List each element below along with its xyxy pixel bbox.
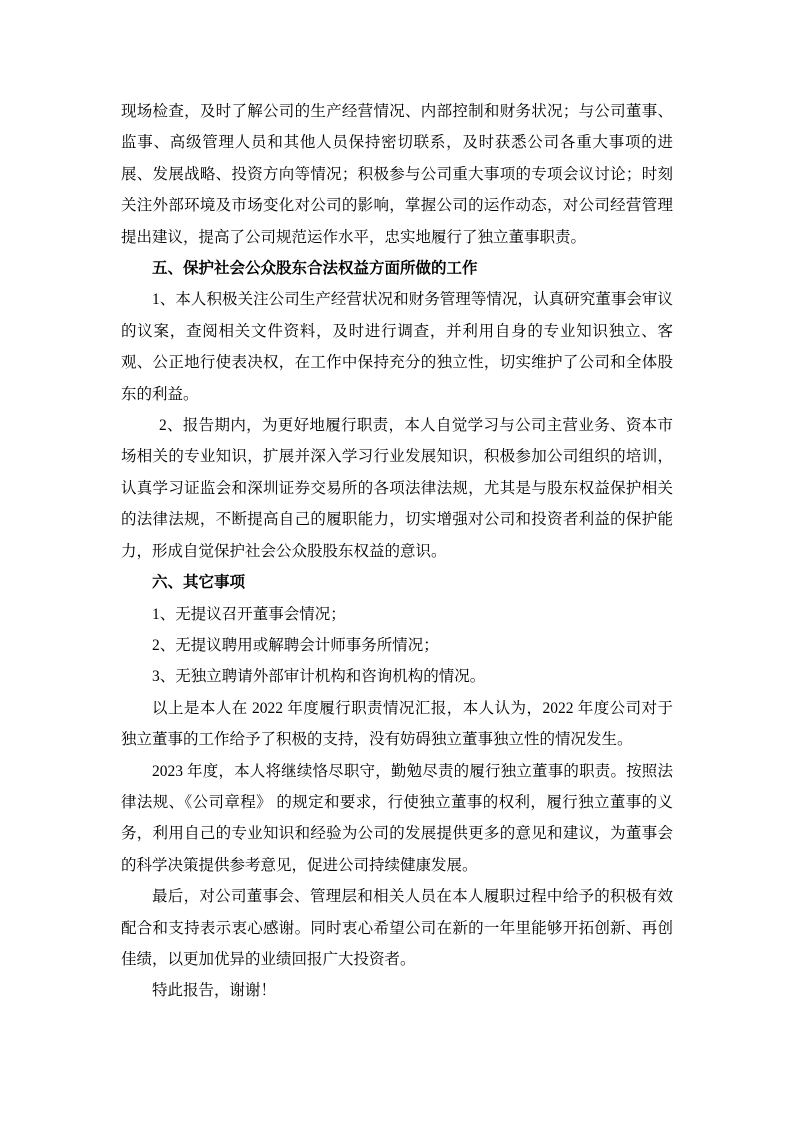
paragraph-outlook-2023: 2023 年度，本人将继续恪尽职守，勤勉尽责的履行独立董事的职责。按照法律法规、《公司章程》 的规定和要求，行使独立董事的权利，履行独立董事的义务，利用自己的专业知识和经验为公司的发展提供更多的意见和建议，为董事会的科学决策提供参考意见，促进公司持续健康发展。	[121, 762, 673, 874]
paragraph-summary-2022: 以上是本人在 2022 年度履行职责情况汇报，本人认为，2022 年度公司对于独立董事的工作给予了积极的支持，没有妨碍独立董事独立性的情况发生。	[121, 699, 673, 749]
paragraph-thanks: 最后，对公司董事会、管理层和相关人员在本人履职过程中给予的积极有效配合和支持表示衷心感谢。同时衷心希望公司在新的一年里能够开拓创新、再创佳绩，以更加优异的业绩回报广大投资者。	[121, 888, 673, 968]
list-item-6-3: 3、无独立聘请外部审计机构和咨询机构的情况。	[152, 668, 486, 686]
paragraph-5-1: 1、本人积极关注公司生产经营状况和财务管理等情况，认真研究董事会审议的议案，查阅相关文件资料，及时进行调查，并利用自身的专业知识独立、客观、公正地行使表决权，在工作中保持充分的独立性，切实维护了公司和全体股东的利益。	[121, 291, 673, 403]
heading-section-5: 五、保护社会公众股东合法权益方面所做的工作	[152, 260, 478, 278]
heading-section-6: 六、其它事项	[152, 574, 246, 592]
list-item-6-1: 1、无提议召开董事会情况；	[152, 605, 346, 623]
paragraph-5-2: 2、报告期内，为更好地履行职责，本人自觉学习与公司主营业务、资本市场相关的专业知识，扩展并深入学习行业发展知识，积极参加公司组织的培训，认真学习证监会和深圳证券交易所的各项法律法规，尤其是与股东权益保护相关的法律法规，不断提高自己的履职能力，切实增强对公司和投资者利益的保护能力，形成自觉保护社会公众股股东权益的意识。	[121, 417, 673, 560]
paragraph-closing: 特此报告，谢谢！	[152, 982, 277, 1000]
list-item-6-2: 2、无提议聘用或解聘会计师事务所情况；	[152, 636, 439, 654]
paragraph-duties-continuation: 现场检查，及时了解公司的生产经营情况、内部控制和财务状况；与公司董事、监事、高级管理人员和其他人员保持密切联系，及时获悉公司各重大事项的进展、发展战略、投资方向等情况；积极参与公司重大事项的专项会议讨论；时刻关注外部环境及市场变化对公司的影响，掌握公司的运作动态，对公司经营管理提出建议，提高了公司规范运作水平，忠实地履行了独立董事职责。	[121, 103, 673, 246]
